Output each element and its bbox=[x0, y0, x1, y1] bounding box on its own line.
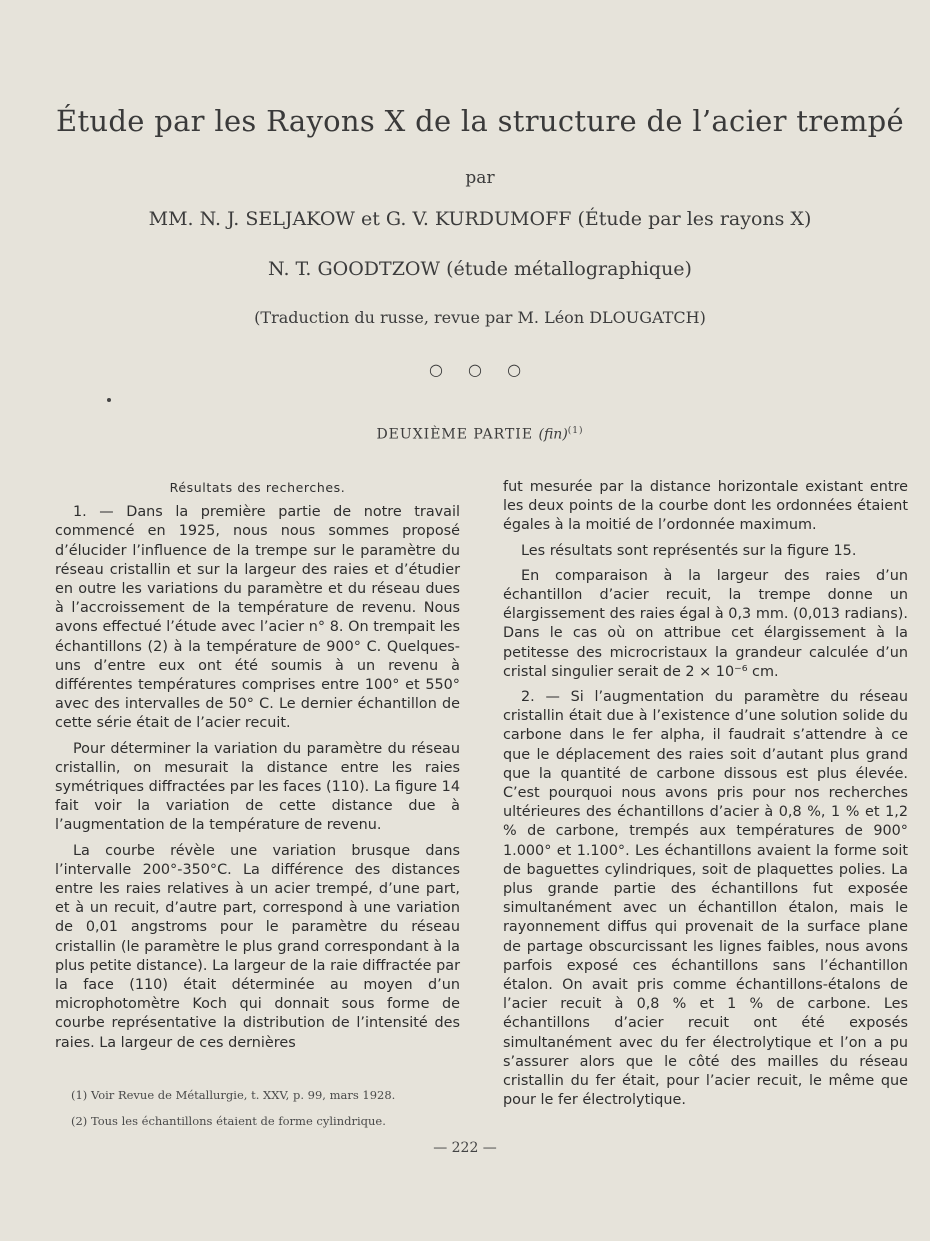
authors-line-2: N. T. GOODTZOW (étude métallographique) bbox=[268, 258, 692, 280]
part-label: DEUXIÈME PARTIE bbox=[376, 426, 534, 443]
by-line: par bbox=[465, 168, 495, 188]
section-heading: Résultats des recherches. bbox=[169, 480, 346, 495]
paragraph: fut mesurée par la distance horizontale existant entre les deux points de la courbe dont les ordonnées étaient égales à la moitié de l’ordonnée maximum. bbox=[503, 479, 908, 534]
paragraph: Les résultats sont représentés sur la figure 15. bbox=[521, 542, 857, 559]
authors-line-1: MM. N. J. SELJAKOW et G. V. KURDUMOFF (Étude par les rayons X) bbox=[148, 208, 812, 230]
left-column bbox=[55, 478, 460, 1059]
paragraph: Pour déterminer la variation du paramètre du réseau cristallin, on mesurait la distance entre les raies symétriques diffractées par les faces (110). La figure 14 fait voir la variation de cette distance due à l’augmentation de la température de revenu. bbox=[55, 740, 460, 834]
paragraph: En comparaison à la largeur des raies d’un échantillon d’acier recuit, la trempe donne un élargissement des raies égal à 0,3 mm. (0,013 radians). Dans le cas où on attribue cet élargissement à la petitesse des microcristaux la grandeur calculée d’un cristal singulier serait de 2 × 10⁻⁶ cm. bbox=[503, 567, 908, 680]
footnotes bbox=[55, 1082, 465, 1134]
ornament-divider: ○ ○ ○ bbox=[428, 360, 532, 379]
part-footnote-ref: (1) bbox=[567, 426, 584, 436]
part-heading bbox=[30, 426, 930, 443]
paragraph: 1. — Dans la première partie de notre travail commencé en 1925, nous nous sommes proposé d’élucider l’influence de la trempe sur le paramètre du réseau cristallin et sur la largeur des raies et d’étudier en outre les variations du paramètre et du réseau dues à l’accroissement de la température de revenu. Nous avons effectué l’étude avec l’acier n° 8. On trempait les échantillons (2) à la température de 900° C. Quelques-uns d’entre eux ont été soumis à un revenu à différentes températures comprises entre 100° et 550° avec des intervalles de 50° C. Le dernier échantillon de cette série était de l’acier recuit. bbox=[55, 504, 460, 732]
footnote: (2) Tous les échantillons étaient de forme cylindrique. bbox=[71, 1114, 386, 1128]
footnote: (1) Voir Revue de Métallurgie, t. XXV, p. 99, mars 1928. bbox=[71, 1088, 396, 1102]
article-title: Étude par les Rayons X de la structure de l’acier trempé bbox=[55, 104, 904, 138]
paragraph: 2. — Si l’augmentation du paramètre du réseau cristallin était due à l’existence d’une solution solide du carbone dans le fer alpha, il faudrait s’attendre à ce que le déplacement des raies soit d’autant plus grand que la quantité de carbone dissous est plus élevée. C’est pourquoi nous avons pris pour nos recherches ultérieures des échantillons d’acier à 0,8 %, 1 % et 1,2 % de carbone, trempés aux températures de 900° 1.000° et 1.100°. Les échantillons avaient la forme soit de baguettes cylindriques, soit de plaquettes polies. La plus grande partie des échantillons fut exposée simultanément avec un échantillon étalon, mais le rayonnement diffus qui provenait de la surface plane de partage obscurcissant les lignes faibles, nous avons parfois exposé ces échantillons sans l’échantillon étalon. On avait pris comme échantillons-étalons de l’acier recuit à 0,8 % et 1 % de carbone. Les échantillons d’acier recuit ont été exposés simultanément avec du fer électrolytique et l’on a pu s’assurer alors que le côté des mailles du réseau cristallin du fer était, pour l’acier recuit, le même que pour le fer électrolytique. bbox=[503, 689, 908, 1109]
page-number: — 222 — bbox=[433, 1140, 497, 1156]
right-column bbox=[503, 478, 908, 1117]
ink-dot bbox=[107, 398, 111, 402]
paragraph: La courbe révèle une variation brusque dans l’intervalle 200°-350°C. La différence des distances entre les raies relatives à un acier trempé, d’une part, et à un recuit, d’autre part, correspond à une variation de 0,01 angstroms pour le paramètre du réseau cristallin (le paramètre le plus grand correspondant à la plus petite distance). La largeur de la raie diffractée par la face (110) était déterminée au moyen d’un microphotomètre Koch qui donnait sous forme de courbe représentative la distribution de l’intensité des raies. La largeur de ces dernières bbox=[55, 842, 460, 1051]
translation-note: (Traduction du russe, revue par M. Léon DLOUGATCH) bbox=[254, 308, 706, 327]
part-suffix: (fin) bbox=[538, 426, 568, 443]
